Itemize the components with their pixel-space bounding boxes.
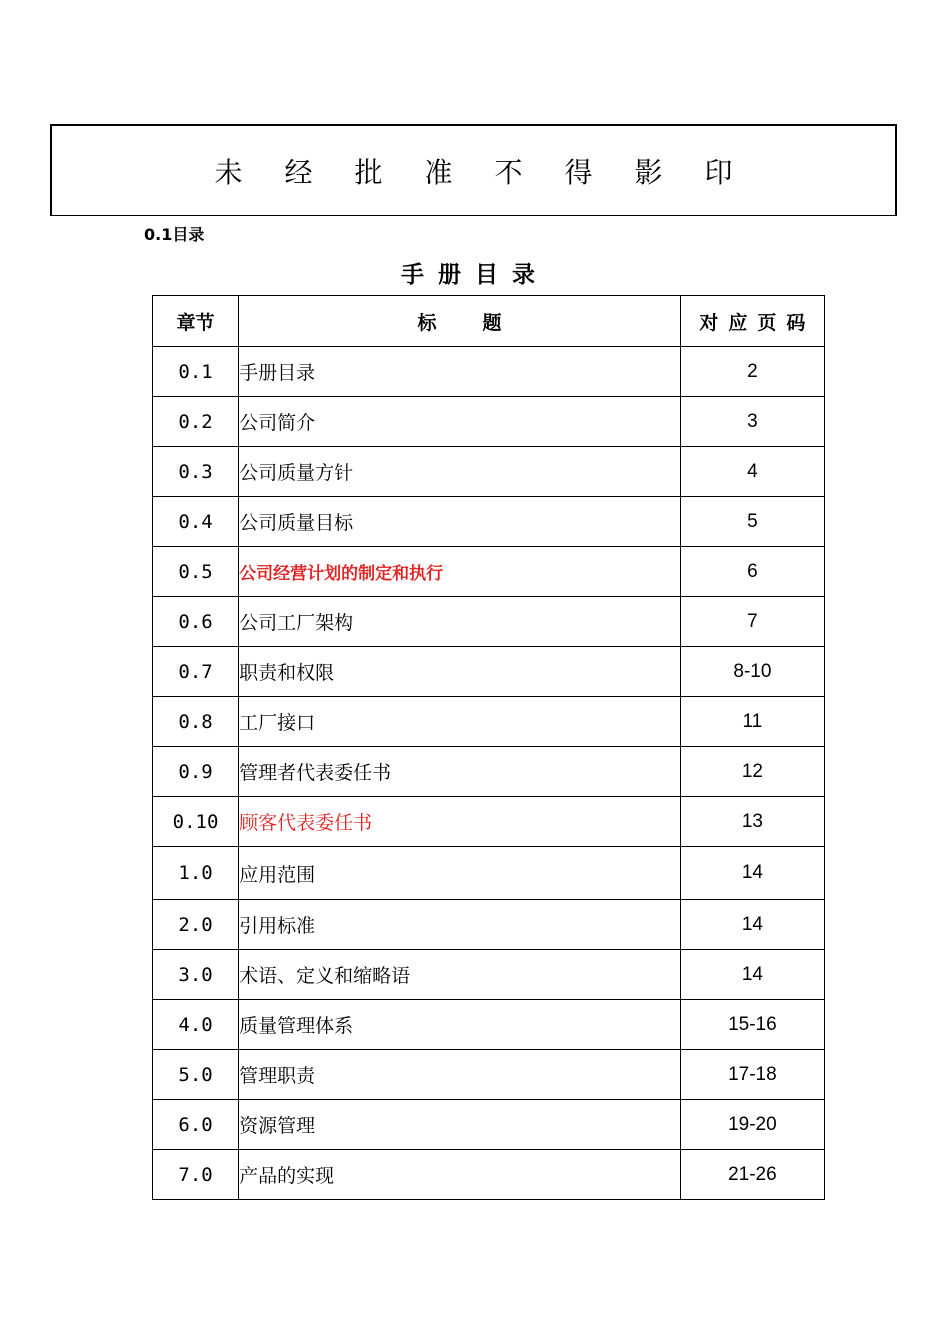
table-row: [153, 397, 825, 447]
chapter-cell: 0.7: [153, 647, 239, 697]
header-title-label: 标题: [417, 311, 548, 334]
title-cell: 公司质量目标: [239, 497, 681, 547]
chapter-cell: 0.8: [153, 697, 239, 747]
chapter-cell: 0.5: [153, 547, 239, 597]
page-cell: 17-18: [680, 1050, 824, 1100]
title-cell: 管理职责: [239, 1050, 681, 1100]
table-row: [153, 347, 825, 397]
table-row: [153, 597, 825, 647]
chapter-cell: 5.0: [153, 1050, 239, 1100]
table-row: [153, 497, 825, 547]
chapter-cell: 6.0: [153, 1100, 239, 1150]
chapter-cell: 0.10: [153, 797, 239, 847]
chapter-cell: 0.3: [153, 447, 239, 497]
chapter-cell: 4.0: [153, 1000, 239, 1050]
title-cell: 公司质量方针: [239, 447, 681, 497]
title-cell: 引用标准: [239, 900, 681, 950]
table-row: [153, 697, 825, 747]
chapter-cell: 0.1: [153, 347, 239, 397]
title-cell-highlighted: 顾客代表委任书: [239, 797, 681, 847]
page-cell: 13: [680, 797, 824, 847]
table-row: [153, 1150, 825, 1200]
title-cell: 应用范围: [239, 847, 681, 900]
table-row: [153, 447, 825, 497]
header-title: [239, 296, 681, 347]
table-row: [153, 547, 825, 597]
page-cell: 15-16: [680, 1000, 824, 1050]
chapter-cell: 0.4: [153, 497, 239, 547]
header-page: [680, 296, 824, 347]
page-cell: 5: [680, 497, 824, 547]
page-cell: 21-26: [680, 1150, 824, 1200]
page-cell: 14: [680, 950, 824, 1000]
page-cell: 11: [680, 697, 824, 747]
table-row: [153, 797, 825, 847]
table-row: [153, 747, 825, 797]
page-cell: 4: [680, 447, 824, 497]
page-cell: 3: [680, 397, 824, 447]
table-row: [153, 1050, 825, 1100]
table-header-row: [153, 296, 825, 347]
title-cell: 术语、定义和缩略语: [239, 950, 681, 1000]
title-cell: 公司工厂架构: [239, 597, 681, 647]
title-cell: 工厂接口: [239, 697, 681, 747]
chapter-cell: 2.0: [153, 900, 239, 950]
title-cell: 职责和权限: [239, 647, 681, 697]
page-cell: 19-20: [680, 1100, 824, 1150]
copy-restriction-banner: [50, 124, 897, 216]
chapter-cell: 0.2: [153, 397, 239, 447]
page-cell: 8-10: [680, 647, 824, 697]
page-cell: 14: [680, 847, 824, 900]
title-cell-highlighted: 公司经营计划的制定和执行: [239, 547, 681, 597]
table-row: [153, 647, 825, 697]
chapter-cell: 3.0: [153, 950, 239, 1000]
header-chapter: [153, 296, 239, 347]
toc-table: [152, 295, 825, 1200]
title-cell: 手册目录: [239, 347, 681, 397]
page-cell: 7: [680, 597, 824, 647]
page-cell: 6: [680, 547, 824, 597]
page-cell: 14: [680, 900, 824, 950]
chapter-cell: 0.9: [153, 747, 239, 797]
title-cell: 管理者代表委任书: [239, 747, 681, 797]
page-cell: 12: [680, 747, 824, 797]
title-cell: 质量管理体系: [239, 1000, 681, 1050]
page-cell: 2: [680, 347, 824, 397]
chapter-cell: 7.0: [153, 1150, 239, 1200]
title-cell: 公司简介: [239, 397, 681, 447]
title-cell: 产品的实现: [239, 1150, 681, 1200]
section-label: 0.1目录: [144, 225, 205, 244]
title-cell: 资源管理: [239, 1100, 681, 1150]
table-row: [153, 900, 825, 950]
page-title: 手册目录: [401, 262, 549, 288]
table-row: [153, 1100, 825, 1150]
table-row: [153, 950, 825, 1000]
table-row: [153, 1000, 825, 1050]
table-row: [153, 847, 825, 900]
chapter-cell: 0.6: [153, 597, 239, 647]
chapter-cell: 1.0: [153, 847, 239, 900]
header-chapter-label: 章节: [176, 311, 215, 334]
header-page-label: 对应页码: [699, 311, 816, 334]
banner-text: 未经批准不得影印: [214, 155, 775, 189]
